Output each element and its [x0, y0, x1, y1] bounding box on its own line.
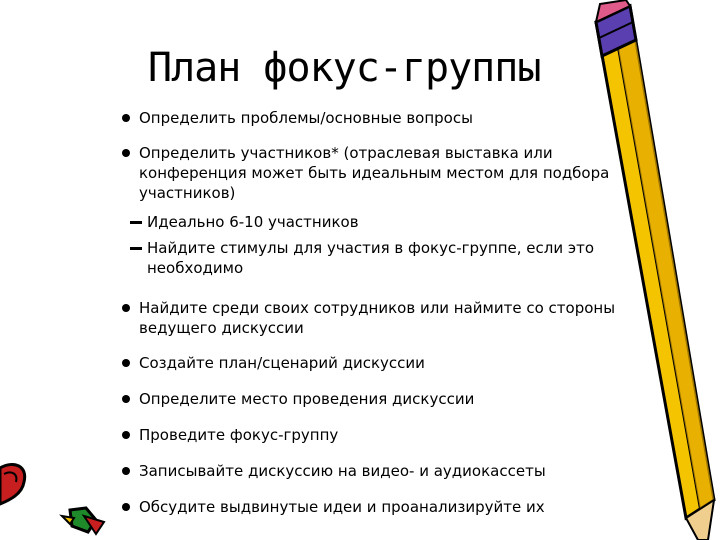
list-item-text: Определить проблемы/основные вопросы — [139, 109, 473, 127]
decorative-clipart-icon — [0, 460, 110, 540]
bullet-icon — [122, 431, 130, 439]
slide-title: План фокус-группы — [148, 45, 541, 91]
list-item-text: Определите место проведения дискуссии — [139, 390, 475, 408]
bullet-icon — [122, 467, 130, 475]
list-item-text: Обсудите выдвинутые идеи и проанализируйте их — [139, 498, 545, 516]
bullet-icon — [122, 149, 130, 157]
list-item — [122, 425, 652, 445]
bullet-icon — [122, 395, 130, 403]
list-item — [122, 353, 652, 373]
sub-list-item-text: Идеально 6-10 участников — [147, 213, 359, 231]
sub-list-item-text: Найдите стимулы для участия в фокус-группе, если это необходимо — [147, 239, 594, 277]
list-item — [122, 108, 652, 128]
list-item-text: Записывайте дискуссию на видео- и аудиокассеты — [139, 462, 546, 480]
list-item-text: Создайте план/сценарий дискуссии — [139, 354, 425, 372]
bullet-icon — [122, 304, 130, 312]
bullet-icon — [122, 359, 130, 367]
bullet-icon — [122, 114, 130, 122]
list-item — [122, 143, 652, 203]
list-item-text: Проведите фокус-группу — [139, 426, 339, 444]
list-item — [122, 298, 652, 338]
list-item-text: Определить участников* (отраслевая выставка или конференция может быть идеальным местом для подбора участников) — [139, 144, 610, 202]
dash-icon — [130, 247, 142, 250]
pencil-icon — [590, 0, 720, 540]
list-item — [122, 389, 652, 409]
bullet-icon — [122, 503, 130, 511]
list-item — [122, 461, 652, 481]
dash-icon — [130, 221, 142, 224]
sub-list-item — [130, 212, 652, 232]
list-item-text: Найдите среди своих сотрудников или наймите со стороны ведущего дискуссии — [139, 299, 616, 337]
sub-list-item — [130, 238, 652, 278]
bullet-list — [122, 108, 652, 517]
list-item — [122, 497, 652, 517]
